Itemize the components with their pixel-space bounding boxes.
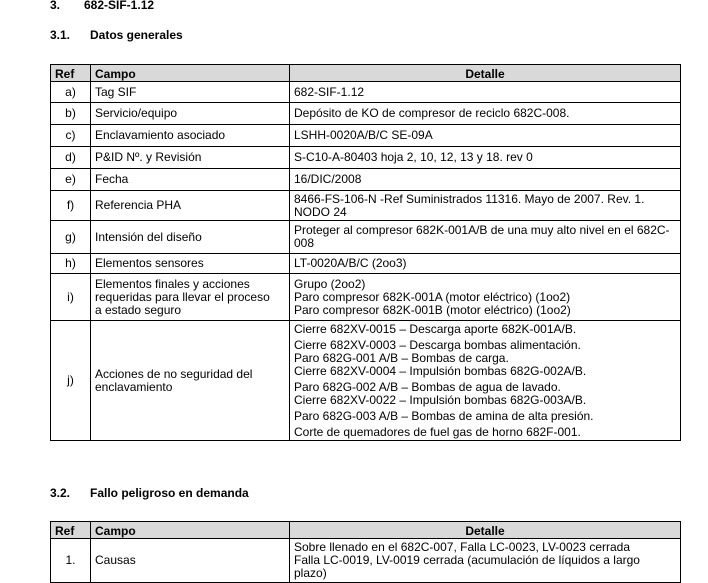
table-header-row	[51, 65, 681, 82]
table-row	[51, 103, 681, 125]
section-heading-fallo-peligroso	[50, 486, 249, 500]
campo-line: P&ID Nº. y Revisión	[95, 150, 202, 164]
campo-line: Tag SIF	[95, 84, 137, 99]
table-row	[51, 274, 681, 321]
campo-line: Servicio/equipo	[95, 106, 178, 120]
campo-line: Referencia PHA	[95, 198, 182, 212]
datos-generales-body	[51, 82, 681, 441]
table-row	[51, 191, 681, 221]
detalle-line: 682-SIF-1.12	[294, 84, 365, 99]
cell-detalle	[290, 321, 681, 441]
cell-campo	[91, 169, 290, 191]
cell-campo	[91, 539, 290, 583]
detalle-line: Paro compresor 682K-001A (motor eléctrico) (1oo2)	[294, 289, 571, 304]
header-ref: Ref	[51, 65, 91, 82]
cell-detalle	[290, 82, 681, 103]
cell-detalle	[290, 191, 681, 221]
cell-ref: c)	[51, 125, 91, 147]
cell-ref: f)	[51, 191, 91, 221]
cell-campo	[91, 254, 290, 274]
cell-campo	[91, 191, 290, 221]
cell-ref: b)	[51, 103, 91, 125]
cell-campo	[91, 221, 290, 254]
campo-line: Acciones de no seguridad del	[95, 366, 253, 381]
section-title: 682-SIF-1.12	[84, 0, 155, 12]
cell-campo	[91, 103, 290, 125]
table-row	[51, 321, 681, 441]
header-ref: Ref	[51, 522, 91, 539]
detalle-line: 008	[294, 236, 315, 250]
cell-campo	[91, 125, 290, 147]
section-number: 3.2.	[50, 486, 71, 500]
header-detalle: Detalle	[290, 522, 681, 539]
header-campo: Campo	[91, 65, 290, 82]
cell-detalle	[290, 539, 681, 583]
detalle-line: Paro 682G-003 A/B – Bombas de amina de alta presión.	[294, 408, 594, 423]
campo-line: Enclavamiento asociado	[95, 128, 226, 142]
table-row	[51, 169, 681, 191]
campo-line: Causas	[95, 553, 136, 567]
section-number: 3.1.	[50, 28, 71, 42]
cell-ref: j)	[51, 321, 91, 441]
cell-campo	[91, 147, 290, 169]
campo-line: Elementos finales y acciones	[95, 276, 250, 291]
detalle-line: Paro 682G-001 A/B – Bombas de carga.	[294, 350, 509, 365]
cell-campo	[91, 274, 290, 321]
detalle-line: Cierre 682XV-0022 – Impulsión bombas 682G-003A/B.	[294, 392, 587, 407]
detalle-line: Paro 682G-002 A/B – Bombas de agua de lavado.	[294, 379, 561, 394]
section-number: 3.	[50, 0, 61, 12]
cell-campo	[91, 82, 290, 103]
cell-detalle	[290, 147, 681, 169]
detalle-line: LSHH-0020A/B/C SE-09A	[294, 128, 433, 142]
detalle-line: Depósito de KO de compresor de reciclo 682C-008.	[294, 106, 570, 120]
detalle-line: NODO 24	[294, 204, 347, 219]
header-campo: Campo	[91, 522, 290, 539]
campo-line: Fecha	[95, 172, 129, 186]
cell-detalle	[290, 169, 681, 191]
table-row	[51, 82, 681, 103]
detalle-line: 16/DIC/2008	[294, 172, 362, 186]
table-row	[51, 221, 681, 254]
detalle-line: LT-0020A/B/C (2oo3)	[294, 256, 407, 270]
detalle-line: Cierre 682XV-0004 – Impulsión bombas 682G-002A/B.	[294, 363, 587, 378]
cell-detalle	[290, 274, 681, 321]
table-row	[51, 539, 681, 583]
detalle-line: Cierre 682XV-0015 – Descarga aporte 682K-001A/B.	[294, 321, 577, 336]
detalle-line: Grupo (2oo2)	[294, 276, 366, 291]
detalle-line: Sobre llenado en el 682C-007, Falla LC-0023, LV-0023 cerrada	[294, 540, 630, 554]
table-header-row	[51, 522, 681, 539]
fallo-peligroso-table	[50, 521, 681, 583]
detalle-line: Proteger al compresor 682K-001A/B de una muy alto nivel en el 682C-	[294, 223, 670, 237]
campo-line: Elementos sensores	[95, 256, 204, 270]
cell-ref: d)	[51, 147, 91, 169]
datos-generales-table	[50, 64, 681, 441]
table-row	[51, 147, 681, 169]
cell-ref: e)	[51, 169, 91, 191]
cell-detalle	[290, 103, 681, 125]
section-heading-datos-generales	[50, 28, 183, 42]
cell-ref: i)	[51, 274, 91, 321]
detalle-line: Falla LC-0019, LV-0019 cerrada (acumulación de líquidos a largo	[294, 553, 640, 567]
cell-campo	[91, 321, 290, 441]
cell-ref: 1.	[51, 539, 91, 583]
table-row	[51, 254, 681, 274]
section-title: Datos generales	[90, 28, 183, 42]
cell-detalle	[290, 221, 681, 254]
fallo-peligroso-body	[51, 539, 681, 583]
campo-line: requeridas para llevar el proceso	[95, 289, 270, 304]
campo-line: enclavamiento	[95, 379, 173, 394]
campo-line: a estado seguro	[95, 302, 182, 317]
detalle-line: 8466-FS-106-N -Ref Suministrados 11316. Mayo de 2007. Rev. 1.	[294, 191, 645, 206]
detalle-line: Corte de quemadores de fuel gas de horno 682F-001.	[294, 424, 581, 439]
section-heading-main	[50, 0, 154, 12]
cell-ref: g)	[51, 221, 91, 254]
header-detalle: Detalle	[290, 65, 681, 82]
campo-line: Intensión del diseño	[95, 229, 202, 244]
cell-detalle	[290, 125, 681, 147]
cell-ref: h)	[51, 254, 91, 274]
section-title: Fallo peligroso en demanda	[90, 486, 249, 500]
table-row	[51, 125, 681, 147]
cell-ref: a)	[51, 82, 91, 103]
detalle-line: Cierre 682XV-0003 – Descarga bombas alimentación.	[294, 337, 581, 352]
detalle-line: S-C10-A-80403 hoja 2, 10, 12, 13 y 18. rev 0	[294, 150, 533, 164]
cell-detalle	[290, 254, 681, 274]
detalle-line: Paro compresor 682K-001B (motor eléctrico) (1oo2)	[294, 302, 571, 317]
detalle-line: plazo)	[294, 566, 327, 580]
